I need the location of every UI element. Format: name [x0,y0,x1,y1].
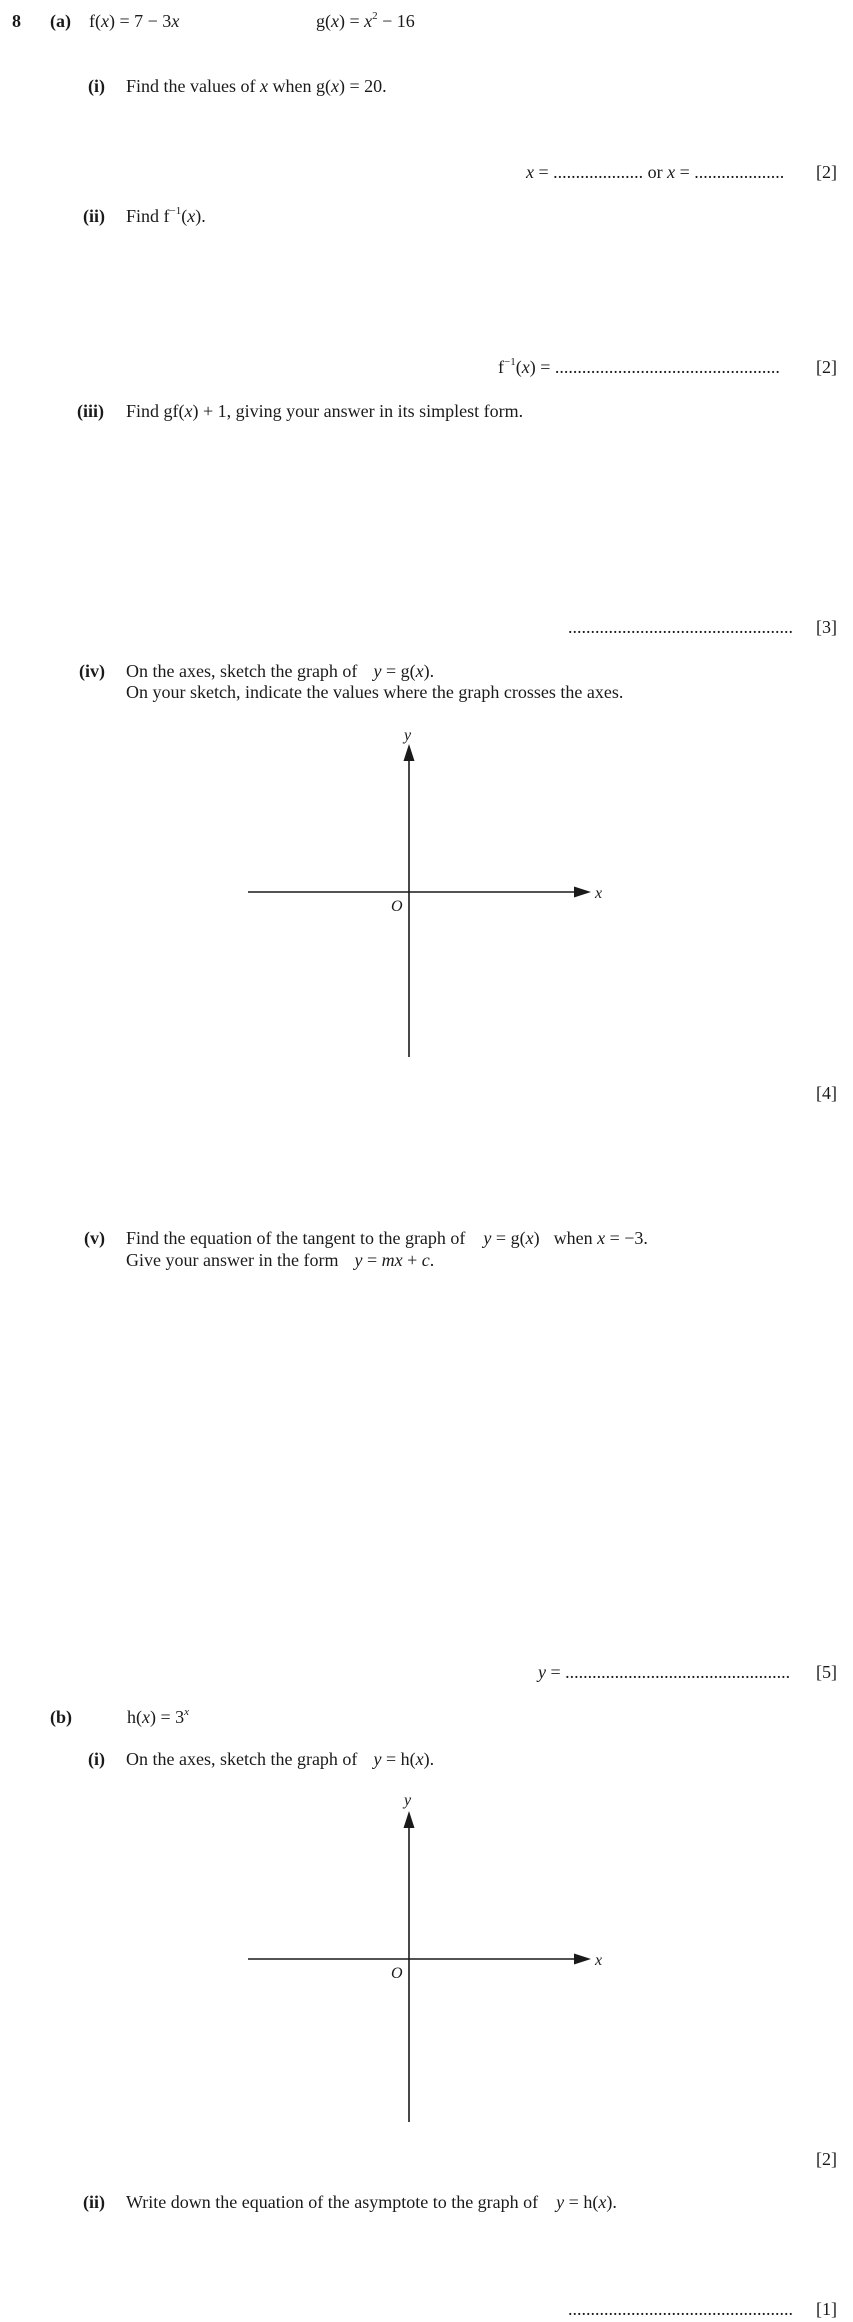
y-axis-label: y [404,1792,412,1809]
part-a-i-marks: [2] [816,162,837,182]
x-axis-label: x [595,885,603,902]
part-b-i-question: On the axes, sketch the graph of y = h(x). [126,1749,435,1769]
part-a-iii-marks: [3] [816,617,837,637]
part-a-v-answer-line[interactable]: y = .................................................. [538,1662,791,1682]
y-axis-arrowhead [404,744,415,761]
part-b-ii-number: (ii) [83,2192,105,2212]
y-axis-arrowhead [404,1811,415,1828]
part-a-v-question-line-2: Give your answer in the form y = mx + c. [126,1250,435,1270]
part-a-v-number: (v) [84,1228,105,1248]
part-a-i-number: (i) [88,76,105,96]
x-axis-label: x [595,1952,603,1969]
part-a-iii-answer-line[interactable]: .................................................. [568,617,793,637]
part-a-ii-answer-line[interactable]: $f^{-1}(x)$ = .................................................. [498,356,780,377]
question-number: 8 [12,11,21,31]
g-definition: $g(x) = x^2 - 16$ [316,10,415,31]
part-a-iii-question: Find gf(x) + 1, giving your answer in its simplest form. [126,401,524,421]
part-a-i-question: Find the values of x when g(x) = 20. [126,76,387,96]
part-a-iv-number: (iv) [79,661,105,681]
part-a-iv-marks: [4] [816,1083,837,1103]
part-b-ii-marks: [1] [816,2299,837,2319]
part-a-iv-question-line-2: On your sketch, indicate the values where the graph crosses the axes. [126,682,624,702]
sketch-axes-h[interactable] [240,1787,620,2127]
f-definition: f(x) = 7 − 3x [89,11,180,31]
sketch-axes-g[interactable] [240,720,620,1065]
part-a-label: (a) [50,11,71,31]
x-axis-arrowhead [574,1954,591,1965]
part-a-i-answer-line[interactable]: x = .................... or x = .................... [526,162,785,182]
part-a-v-marks: [5] [816,1662,837,1682]
part-b-ii-question: Write down the equation of the asymptote to the graph of y = h(x). [126,2192,617,2212]
part-a-v-question-line-1: Find the equation of the tangent to the graph of y = g(x) when x = −3. [126,1228,648,1248]
y-axis-label: y [404,727,412,744]
part-b-ii-answer-line[interactable]: .................................................. [568,2299,793,2319]
x-axis-arrowhead [574,887,591,898]
part-b-i-marks: [2] [816,2149,837,2169]
h-definition: $h(x) = 3^x$ [127,1706,190,1727]
part-b-i-number: (i) [88,1749,105,1769]
part-a-ii-number: (ii) [83,206,105,226]
part-a-iii-number: (iii) [77,401,104,421]
part-a-ii-marks: [2] [816,357,837,377]
part-a-ii-question: Find $f^{-1}(x)$. [126,205,206,226]
part-b-label: (b) [50,1707,72,1727]
origin-label: O [391,1965,403,1982]
origin-label: O [391,898,403,915]
part-a-iv-question-line-1: On the axes, sketch the graph of y = g(x). [126,661,435,681]
